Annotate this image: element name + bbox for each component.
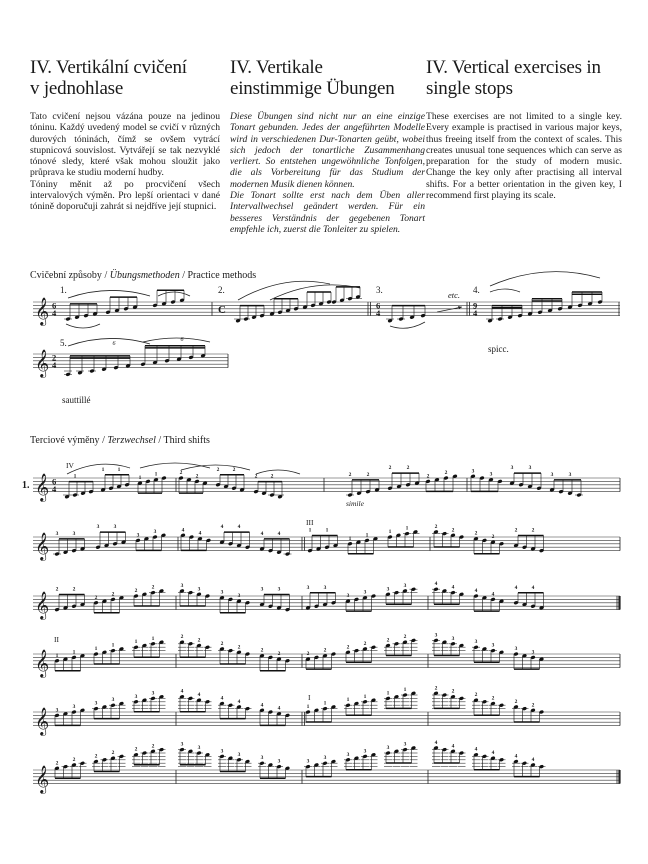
- fingering-number: 2: [94, 753, 98, 760]
- fingering-number: 1: [405, 525, 409, 532]
- fingering-number: 1: [73, 473, 77, 480]
- fingering-number: 3: [277, 758, 281, 765]
- slur: [390, 322, 425, 328]
- fingering-number: 2: [531, 527, 535, 534]
- fingering-number: 2: [491, 695, 495, 702]
- fingering-number: 1: [325, 527, 329, 534]
- fingering-number: 3: [403, 582, 407, 589]
- fingering-number: 2: [514, 527, 518, 534]
- time-signature-numerator: 6: [52, 476, 57, 487]
- time-signature-numerator: 2: [52, 352, 57, 363]
- fingering-number: 2: [323, 647, 327, 654]
- fingering-number: 2: [426, 473, 430, 480]
- heading-cz: Cvičební způsoby: [30, 270, 102, 281]
- fingering-number: 2: [55, 760, 59, 767]
- fingering-number: 4: [514, 584, 518, 591]
- slur: [490, 272, 600, 286]
- fingering-number: 3: [323, 755, 327, 762]
- fingering-number: 1: [154, 471, 158, 478]
- fingering-number: 3: [153, 529, 157, 535]
- fingering-number: 3: [220, 589, 224, 596]
- fingering-number: 3: [489, 471, 493, 478]
- fingering-number: 4: [474, 588, 478, 594]
- fingering-number: 3: [113, 524, 117, 531]
- english-title-line1: IV. Vertical exercises in: [426, 57, 601, 78]
- fingering-number: 3: [111, 697, 115, 704]
- time-signature-denominator: 4: [473, 308, 478, 319]
- heading-cz: Terciové výměny: [30, 435, 100, 446]
- fingering-number: 4: [491, 750, 495, 757]
- fingering-number: 2: [346, 644, 350, 651]
- fingering-number: 3: [386, 586, 390, 593]
- fingering-number: 2: [403, 634, 407, 641]
- method-number: 5.: [60, 338, 67, 348]
- simile-marking: simile: [346, 499, 364, 508]
- fingering-number: 4: [451, 743, 455, 750]
- position-marker: III: [306, 518, 314, 527]
- fingering-number: 4: [260, 530, 264, 537]
- fingering-number: 3: [491, 642, 495, 649]
- fingering-number: 2: [195, 473, 199, 480]
- time-signature-denominator: 4: [52, 360, 57, 371]
- fingering-number: 2: [220, 640, 224, 647]
- fingering-number: 3: [531, 649, 535, 656]
- exercise-staff-row-5: [33, 712, 620, 726]
- separator: /: [155, 435, 164, 446]
- fingering-number: 1: [101, 466, 105, 473]
- treble-clef-icon: 𝄞: [35, 709, 50, 736]
- german-paragraph-2: Die Tonart sollte erst nach dem Üben aller Intervallwechsel geändert werden. Für ein besseres Verständnis der gegebenen Tonart empfehle ich, zuerst die Tonleiter zu spielen.: [230, 190, 425, 235]
- fingering-number: 2: [277, 651, 281, 658]
- fingering-number: 2: [254, 473, 258, 480]
- czech-paragraph-1: Tato cvičení nejsou vázána pouze na jedinou tóninu. Každý uvedený model se cvičí v různých durových tóninách, čímž se ovšem vytrácí stupnicová souvislost. Vytvářejí se tak nezvyklé tónové sledy, které však mohou sloužit jako průprava ke studiu moderní hudby.: [30, 111, 220, 179]
- fingering-number: 3: [568, 471, 572, 478]
- fingering-number: 3: [220, 748, 224, 755]
- fingering-number: 3: [260, 586, 264, 593]
- fingering-number: 4: [198, 530, 202, 537]
- fingering-number: 4: [181, 527, 185, 534]
- fingering-number: 2: [232, 466, 236, 473]
- fingering-number: 4: [180, 688, 184, 695]
- arrow-line: [437, 307, 462, 312]
- time-signature-numerator: 9: [473, 300, 478, 311]
- slur: [67, 464, 130, 474]
- fingering-number: 2: [111, 750, 115, 757]
- fingering-number: 3: [550, 471, 554, 478]
- treble-clef-icon: 𝄞: [35, 299, 50, 326]
- fingering-number: 1: [306, 704, 310, 710]
- fingering-number: 3: [471, 468, 475, 475]
- fingering-number: 1: [365, 532, 369, 539]
- position-marker: IV: [66, 461, 74, 470]
- fingering-number: 3: [151, 690, 155, 697]
- heading-de: Terzwechsel: [107, 435, 156, 446]
- fingering-number: 2: [451, 688, 455, 695]
- slur: [140, 463, 210, 468]
- spiccato-label: spicc.: [488, 344, 509, 354]
- method-number: 2.: [218, 285, 225, 295]
- heading-en: Practice methods: [187, 270, 257, 281]
- time-signature-numerator: 6: [52, 300, 57, 311]
- etc-annotation: etc.: [448, 290, 461, 300]
- fingering-number: 1: [138, 475, 142, 482]
- fingering-number: 2: [531, 702, 535, 709]
- treble-clef-icon: 𝄞: [35, 351, 50, 378]
- fingering-number: 4: [260, 702, 264, 709]
- fingering-number: 3: [306, 584, 310, 591]
- fingering-number: 4: [531, 584, 535, 591]
- fingering-number: 3: [180, 741, 184, 748]
- method-number: 3.: [376, 285, 383, 295]
- slur: [238, 281, 330, 300]
- separator: /: [99, 435, 108, 446]
- fingering-number: 4: [434, 581, 438, 588]
- fingering-number: 3: [197, 745, 201, 751]
- fingering-number: 1: [348, 535, 352, 542]
- slur: [68, 290, 150, 298]
- fingering-number: 1: [111, 642, 115, 649]
- fingering-number: 2: [514, 698, 518, 705]
- fingering-number: 2: [348, 471, 352, 478]
- fingering-number: 3: [55, 707, 59, 714]
- fingering-number: 3: [474, 639, 478, 646]
- fingering-number: 2: [55, 586, 59, 593]
- fingering-number: 2: [474, 530, 478, 537]
- tuplet-number: 6: [180, 337, 184, 343]
- fingering-number: 4: [434, 739, 438, 746]
- fingering-number: 2: [111, 591, 115, 598]
- fingering-number: 1: [117, 466, 121, 473]
- fingering-number: 3: [260, 755, 264, 762]
- time-signature-denominator: 4: [376, 308, 381, 319]
- slur: [143, 338, 210, 342]
- german-title-line1: IV. Vertikale: [230, 57, 323, 78]
- fingering-number: 2: [406, 465, 410, 472]
- exercise-number: 1.: [22, 480, 30, 491]
- fingering-number: 2: [270, 473, 274, 480]
- fingering-number: 3: [386, 745, 390, 751]
- fingering-number: 2: [444, 470, 448, 476]
- method-number: 4.: [473, 285, 480, 295]
- fingering-number: 3: [237, 593, 241, 600]
- fingering-number: 1: [363, 693, 367, 700]
- fingering-number: 3: [451, 635, 455, 642]
- slur: [181, 465, 250, 470]
- fingering-number: 2: [216, 466, 220, 473]
- fingering-number: 3: [94, 700, 98, 707]
- english-title-line2: single stops: [426, 78, 513, 99]
- fingering-number: 4: [451, 584, 455, 591]
- fingering-number: 3: [306, 758, 310, 765]
- fingering-number: 3: [363, 748, 367, 755]
- fingering-number: 2: [179, 470, 183, 476]
- fingering-number: 4: [531, 756, 535, 763]
- time-signature: C: [218, 304, 226, 317]
- fingering-number: 2: [72, 756, 76, 763]
- czech-title-line1: IV. Vertikální cvičení: [30, 57, 187, 78]
- fingering-number: 1: [386, 690, 390, 697]
- fingering-number: 3: [346, 751, 350, 758]
- fingering-number: 3: [96, 524, 100, 531]
- sautille-label: sauttillé: [62, 395, 91, 405]
- fingering-number: 4: [514, 753, 518, 760]
- fingering-number: 4: [220, 695, 224, 702]
- fingering-number: 2: [363, 640, 367, 647]
- fingering-number: 2: [386, 637, 390, 644]
- treble-clef-icon: 𝄞: [35, 593, 50, 620]
- fingering-number: 3: [72, 530, 76, 537]
- fingering-number: 2: [197, 637, 201, 644]
- fingering-number: 1: [72, 649, 76, 656]
- treble-clef-icon: 𝄞: [35, 475, 50, 502]
- fingering-number: 2: [434, 685, 438, 692]
- fingering-number: 1: [55, 652, 59, 659]
- fingering-number: 3: [510, 465, 514, 472]
- slur: [66, 324, 100, 328]
- time-signature-denominator: 4: [52, 308, 57, 319]
- fingering-number: 3: [346, 593, 350, 600]
- slur: [490, 289, 520, 292]
- fingering-number: 3: [197, 586, 201, 593]
- fingering-number: 2: [306, 651, 310, 658]
- fingering-number: 1: [134, 639, 138, 646]
- fingering-number: 4: [237, 524, 241, 531]
- fingering-number: 1: [308, 527, 312, 534]
- slur: [68, 338, 150, 346]
- fingering-number: 3: [528, 465, 532, 472]
- practice-staff-2: [33, 354, 228, 371]
- position-marker: II: [54, 635, 59, 644]
- fingering-number: 3: [180, 582, 184, 589]
- slur: [256, 470, 300, 474]
- fingering-number: 2: [366, 471, 370, 478]
- fingering-number: 3: [363, 589, 367, 596]
- fingering-number: 2: [72, 586, 76, 593]
- fingering-number: 4: [197, 692, 201, 699]
- heading-en: Third shifts: [163, 435, 210, 446]
- fingering-number: 3: [136, 532, 140, 539]
- fingering-number: 1: [94, 646, 98, 652]
- czech-title-line2: v jednohlase: [30, 78, 124, 99]
- slur: [158, 292, 190, 296]
- fingering-number: 4: [237, 698, 241, 705]
- fingering-number: 1: [403, 687, 407, 693]
- time-signature-numerator: 6: [376, 300, 381, 311]
- treble-clef-icon: 𝄞: [35, 767, 50, 794]
- fingering-number: 2: [491, 534, 495, 541]
- fingering-number: 2: [94, 594, 98, 601]
- method-number: 1.: [60, 285, 67, 295]
- fingering-number: 2: [388, 465, 392, 472]
- fingering-number: 3: [323, 584, 327, 591]
- heading-de: Übungsmethoden: [109, 270, 180, 281]
- tuplet-number: 6: [112, 341, 116, 347]
- fingering-number: 3: [55, 530, 59, 537]
- fingering-number: 4: [220, 524, 224, 531]
- fingering-number: 3: [72, 704, 76, 710]
- czech-paragraph-2: Tóniny měnit až po procvičení všech intervalových výměn. Pro lepší orientaci v dané tónině doporučuji zahrát si nejdříve její stupnici.: [30, 178, 220, 213]
- treble-clef-icon: 𝄞: [35, 651, 50, 678]
- fingering-number: 4: [474, 746, 478, 753]
- fingering-number: 3: [403, 741, 407, 748]
- fingering-number: 2: [434, 523, 438, 530]
- fingering-number: 4: [277, 530, 281, 537]
- time-signature-denominator: 4: [52, 484, 57, 495]
- fingering-number: 2: [260, 647, 264, 654]
- fingering-number: 1: [323, 700, 327, 707]
- treble-clef-icon: 𝄞: [35, 534, 50, 561]
- fingering-number: 4: [277, 705, 281, 712]
- fingering-number: 2: [237, 644, 241, 651]
- fingering-number: 3: [434, 632, 438, 639]
- fingering-number: 4: [491, 591, 495, 598]
- fingering-number: 3: [514, 646, 518, 652]
- separator: /: [179, 270, 188, 281]
- fingering-number: 2: [180, 634, 184, 641]
- fingering-number: 3: [277, 586, 281, 593]
- fingering-number: 2: [474, 692, 478, 699]
- fingering-number: 2: [151, 743, 155, 750]
- fingering-number: 2: [451, 527, 455, 534]
- separator: /: [101, 270, 110, 281]
- german-paragraph-1: Diese Übungen sind nicht nur an eine einzige Tonart gebunden. Jedes der angeführten Modelle wird in verschiedenen Dur-Tonarten geübt, wobei sich jedoch der tonartliche Zusammenhang verliert. So entstehen ungewöhnliche Tonfolgen, die als Vorbereitung für das Studium der modernen Musik dienen können.: [230, 111, 425, 190]
- fingering-number: 2: [151, 584, 155, 591]
- fingering-number: 3: [237, 751, 241, 758]
- fingering-number: 1: [388, 529, 392, 535]
- fingering-number: 3: [134, 693, 138, 700]
- fingering-number: 2: [134, 746, 138, 753]
- english-paragraph-1: These exercises are not limited to a single key. Every example is practised in various major keys, thus freeing itself from the context of scales. This creates unusual tone sequences which can serve as preparation for the study of modern music. Change the key only after practising all interval shifts. For a better orientation in the given key, I recommend first playing its scale.: [426, 111, 622, 202]
- fingering-number: 1: [346, 697, 350, 704]
- fingering-number: 2: [134, 588, 138, 594]
- german-title-line2: einstimmige Übungen: [230, 78, 395, 99]
- position-marker: I: [308, 693, 311, 702]
- fingering-number: 1: [151, 635, 155, 642]
